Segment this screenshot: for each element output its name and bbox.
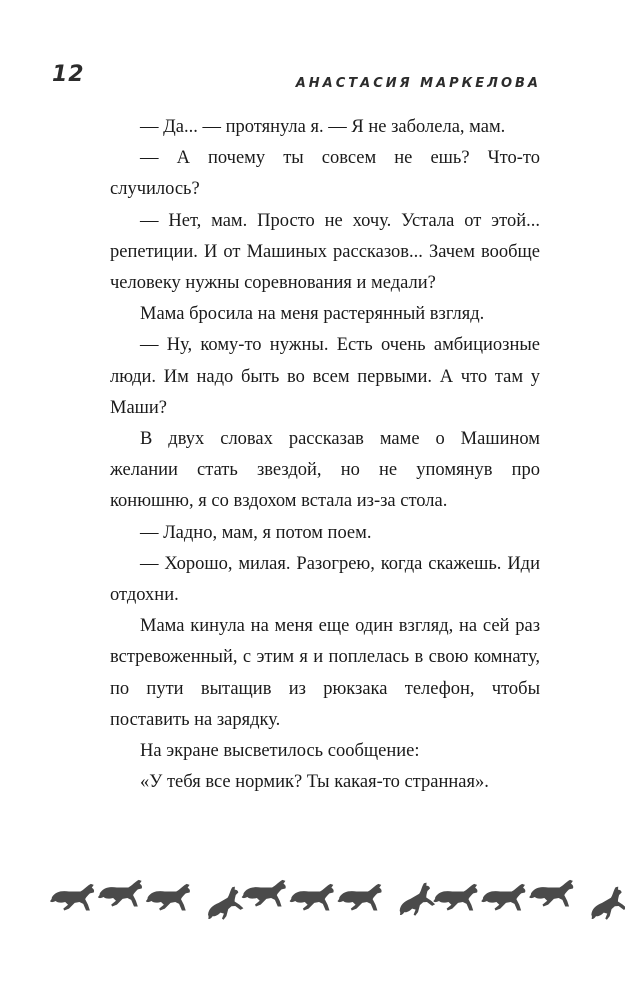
paragraph: — Ладно, мам, я потом поем. <box>140 522 372 543</box>
page-number: 12 <box>52 62 85 87</box>
galloping-horse-icon <box>481 884 525 911</box>
galloping-horse-icon <box>146 884 190 911</box>
galloping-horse-icon <box>50 884 94 911</box>
galloping-horse-icon <box>584 886 625 922</box>
galloping-horse-icon <box>338 884 382 911</box>
body-text <box>110 112 540 798</box>
galloping-horse-icon <box>242 880 286 907</box>
paragraph: — А почему ты совсем не ешь? Что-то случилось? <box>110 148 540 200</box>
paragraph: Мама кинула на меня еще один взгляд, на сей раз встревоженный, с этим я и поплелась в свою комнату, по пути вытащив из рюкзака телефон, чтобы поставить на зарядку. <box>110 616 540 730</box>
paragraph: — Хорошо, милая. Разогрею, когда скажешь. Иди отдохни. <box>110 553 540 606</box>
paragraph: «У тебя все нормик? Ты какая-то странная». <box>140 772 489 793</box>
paragraph: Мама бросила на меня растерянный взгляд. <box>140 304 485 325</box>
paragraph: На экране высветилось сообщение: <box>140 741 420 762</box>
galloping-horse-icon <box>201 886 247 922</box>
paragraph: — Ну, кому-то нужны. Есть очень амбициозные люди. Им надо быть во всем первыми. А что там у Маши? <box>110 335 540 418</box>
galloping-horse-icon <box>392 882 438 922</box>
paragraph: — Да... — протянула я. — Я не заболела, мам. <box>140 117 506 137</box>
galloping-horse-icon <box>433 884 477 911</box>
galloping-horse-icon <box>290 884 334 911</box>
paragraph: — Нет, мам. Просто не хочу. Устала от этой... репетиции. И от Машиных рассказов... Зачем вообще человеку нужны соревнования и медали? <box>110 210 540 294</box>
running-head-author: АНАСТАСИЯ МАРКЕЛОВА <box>295 76 541 91</box>
galloping-horse-icon <box>98 880 142 907</box>
paragraph: В двух словах рассказав маме о Машином желании стать звездой, но не упомянув про конюшню, я со вздохом встала из-за стола. <box>110 429 540 512</box>
horse-border <box>50 872 625 922</box>
galloping-horse-icon <box>529 880 573 907</box>
